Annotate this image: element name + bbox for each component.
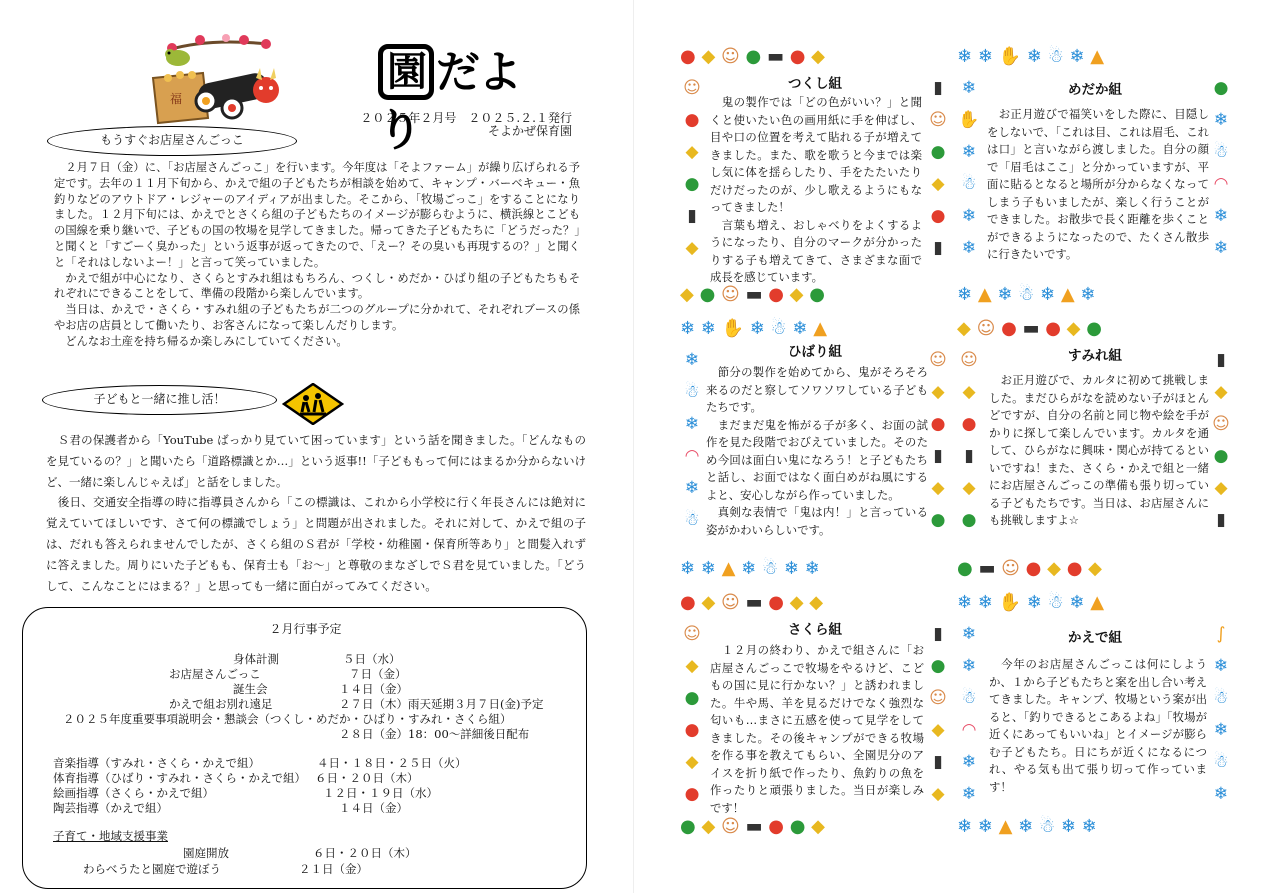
winter-border-left: ❄ ✋ ❄ ☃ ❄ ❄ (958, 78, 980, 258)
winter-border-bottom: ❄ ❄ ▲ ❄ ☃ ❄ ❄ (680, 558, 820, 579)
class-card-hibari (680, 316, 950, 582)
winter-border-bottom: ❄ ▲ ❄ ☃ ❄ ▲ ❄ (957, 284, 1096, 305)
ehomaki-icon: ▬ (761, 46, 784, 67)
section-heading: 子どもと一緒に推し活！ (42, 385, 277, 415)
class-card-medaka (957, 44, 1233, 308)
support-name: わらべうたと園庭で遊ぼう (83, 862, 221, 876)
section-heading: もうすぐお店屋さんごっこ (47, 126, 297, 156)
support-date: ２１日（金） (299, 862, 368, 876)
oni-border-right: ▮ ● ☺ ◆ ▮ ◆ (929, 624, 947, 804)
oni-border-top: ◆ ☺ ● ▬ ● ◆ ● (957, 318, 1102, 339)
oni-border-left: ☺ ◆ ● ● ◆ ● (683, 624, 701, 804)
lesson-name: 体育指導（ひばり・すみれ・さくら・かえで組） (53, 771, 306, 785)
class-report: 鬼の製作では「どの色がいい？」と聞くと使いたい色の画用紙に手を伸ばし、目や口の位置を考えて貼れる子が増えてきました。また、歌を歌うと今までは楽し気に体を揺らしたり、手をたたいたりだけだったのが、少し歌えるようにもなってきました！ 言葉も増え、おしゃべりをよくするようになったり、自分のマークが分かったりする子も増えてきて、さまざまな面で成長を感じています。 (710, 95, 922, 284)
oni-border-bottom: ● ▬ ☺ ● ◆ ● ◆ (957, 558, 1102, 579)
event-name: 身体計測 (233, 652, 279, 666)
bird-icon (165, 49, 190, 66)
class-name: つくし組 (788, 76, 842, 92)
title-kanji: 園 (378, 44, 434, 100)
class-report: １２月の終わり、かえで組さんに「お店屋さんごっこで牧場をやるけど、こどもの国に見に行かない？」と誘われました。牛や馬、羊を見るだけでなく強烈な匂いも…まさに五感を使って見学をしてきました。その後キャンプができる牧場を作る事を教えてもらい、全園児分のアイスを折り紙で作ったり、魚釣りの魚を作ったりと頑張りました。当日が楽しみです！ (710, 643, 924, 815)
event-date: ２７日（木）雨天延期３月７日(金)予定 (339, 697, 544, 711)
meeting-name: ２０２５年度重要事項説明会・懇談会（つくし・めだか・ひばり・すみれ・さくら組） (63, 712, 512, 726)
class-report: お正月遊びで福笑いをした際に、目隠しをしないで、「これは目、これは眉毛、これは口」と言いながら渡しました。自分の顔で「眉毛はここ」と分かっていますが、平面に貼るとなると場所が分からなくなってしまう子もいましたが、楽しく行うことができました。お散歩で長く距離を歩くことができるようになったので、たくさん散歩に行きたいです。 (987, 107, 1209, 261)
lesson-date: ６日・２０日（木） (315, 771, 419, 785)
oni-border-left: ☺ ● ◆ ● ▮ ◆ (683, 78, 701, 258)
class-report: 今年のお店屋さんごっこは何にしようか、１から子どもたちと案を出し合い考えてきました。キャンプ、牧場という案が出ると、「釣りできるとこあるよね」「牧場が近くにあってもいいね」とイメージが膨らむ子どもたち。日にちが近くになるにつれ、やる気も出て張り切って作っています！ (989, 657, 1207, 794)
oni-border-right: ∫ ❄ ☃ ❄ ☃ ❄ (1213, 624, 1229, 804)
winter-border-left: ❄ ❄ ☃ ◠ ❄ ❄ (961, 624, 977, 804)
bean-icon: ◆ (805, 46, 825, 67)
plum-branch-icon (167, 34, 271, 53)
schedule-box (22, 607, 587, 889)
winter-border-top: ❄ ❄ ✋ ❄ ☃ ❄ ▲ (680, 318, 828, 339)
lesson-name: 音楽指導（すみれ・さくら・かえで組） (53, 756, 260, 770)
event-date: ７日（金） (349, 667, 407, 681)
mitten-icon: ✋ (992, 46, 1022, 67)
class-name: ひばり組 (788, 344, 842, 360)
oni-border-top (680, 44, 950, 70)
snowflake-icon: ❄ (957, 46, 973, 67)
oni-mask-icon: ● (783, 46, 806, 67)
setsubun-illustration (148, 28, 288, 128)
child-face-icon: ☺ (715, 46, 740, 67)
event-name: かえで組お別れ遠足 (169, 697, 273, 711)
section-body: Ｓ君の保護者から「YouTube ばっかり見ていて困っています」という話を聞きました。「どんなものを見ているの？」と聞いたら「道路標識とか…」という返事!!「子どももって何にはまるか分からないけど、一緒に楽しんじゃえば」と話をしました。 後日、交通安全指導の時に指導員さんから「この標識は、これから小学校に行く年長さんには絶対に覚えていてほしいです、さて何の標識でしょう」と問題が出されました。それに対して、かえで組の子は、だれも答えられませんでしたが、さくら組のＳ君が「学校・幼稚園・保育所等あり」と間髪入れずに答えました。周りにいた子どもも、保育士も「お～」と尊敬のまなざしでＳ君を見ていました。「どうして、こんなことにはまる？」と思っても一緒に面白がってみてください。 (46, 433, 586, 593)
oni-border-left: ☺ ◆ ● ▮ ◆ ● (960, 350, 978, 530)
lesson-name: 絵画指導（さくら・かえで組） (53, 786, 214, 800)
nursery-name: そよかぜ保育園 (487, 124, 572, 138)
event-name: 誕生会 (233, 682, 268, 696)
oni-mask-icon: ● (680, 46, 696, 67)
support-heading: 子育て・地域支援事業 (53, 829, 168, 843)
class-card-sumire (957, 316, 1233, 582)
class-name: かえで組 (1068, 630, 1122, 646)
snowman-icon: ☃ (1041, 46, 1064, 67)
oni-border-top: ● ◆ ☺ ▬ ● ◆ ◆ (680, 592, 824, 613)
class-card-tsukushi (680, 44, 950, 308)
oni-border-bottom: ● ◆ ☺ ▬ ● ● ◆ (680, 816, 825, 837)
bean-icon: ◆ (695, 46, 716, 67)
oni-mask-icon: ● (739, 46, 762, 67)
oni-border-right: ● ❄ ☃ ◠ ❄ ❄ (1213, 78, 1229, 258)
oni-border-bottom: ◆ ● ☺ ▬ ● ◆ ● (680, 284, 825, 305)
lesson-date: １４日（金） (339, 801, 408, 815)
knit-hat-icon: ▲ (1084, 46, 1105, 67)
class-name: すみれ組 (1068, 348, 1122, 364)
class-report: 節分の製作を始めてから、鬼がそろそろ来るのだと察してソワソワしている子どもたちです。 まだまだ鬼を怖がる子が多く、お面の試作を見た段階でおびえていました。そのため今回は面白い鬼になろう！と子どもたちと話し、お面ではなく面白めがね風にするよと、安心しながら作っていました。 真剣な表情で「鬼は内！」と言っている姿がかわいらしいです。 (706, 365, 928, 537)
section-body: ２月７日（金）に、「お店屋さんごっこ」を行います。今年度は「そよファーム」が繰り広げられる予定です。去年の１１月下旬から、かえで組の子どもたちが相談を始めて、キャンプ・バーベキュー・魚釣りなどのアウトドア・レジャーのアイディアが出ました。そこから、「牧場ごっこ」をすることになりました。１２月下旬には、かえでとさくら組の子どもたちのイメージが膨らむように、横浜線とこどもの国線を乗り継いで、子どもの国の牧場を見学してきました。帰ってきた子どもたちに「どうだった？」と聞くと「すごーく臭かった」という返事が返ってきたので、「えー？その臭いも再現するの？」と聞くと「それはしないよー！」と言って笑っていました。 かえで組が中心になり、さくらとすみれ組はもちろん、つくし・めだか・ひばり組の子どもたちもそれぞれにできることをして、準備の段階から楽しんでいます。 当日は、かえで・さくら・すみれ組の子どもたちが二つのグループに分かれて、それぞれブースの係やお店の店員として働いたり、お客さんになって楽しんだりします。 どんなお土産を持ち帰るか楽しみにしていてください。 (54, 161, 580, 348)
svg-text:福: 福 (170, 92, 183, 106)
class-card-kaede (957, 590, 1233, 840)
event-name: お店屋さんごっこ (169, 667, 261, 681)
issue-info (332, 112, 572, 138)
page-divider (633, 0, 634, 893)
oni-mask-icon (253, 68, 279, 103)
class-report: お正月遊びで、カルタに初めて挑戦しました。まだひらがなを読めない子がほとんどですが、自分の名前と同じ物や絵を手がかりに探して楽しんでいます。カルタを通して、ひらがなに興味・関心が持てるといいですね！また、さくら・かえで組と一緒にお店屋さんごっこの準備も張り切っている子どもたちです。当日は、お店屋さんにも挑戦しますよ☆ (989, 373, 1209, 527)
class-card-sakura (680, 590, 950, 840)
school-crossing-sign-icon (282, 383, 344, 425)
support-name: 園庭開放 (183, 846, 229, 860)
schedule-title: ２月行事予定 (269, 622, 342, 636)
winter-border-bottom: ❄ ❄ ▲ ❄ ☃ ❄ ❄ (957, 816, 1097, 837)
support-date: ６日・２０日（木） (313, 846, 417, 860)
oni-border-right: ☺ ◆ ● ▮ ◆ ● (929, 350, 947, 530)
lesson-date: １２日・１９日（水） (323, 786, 438, 800)
oni-border-right: ▮ ☺ ● ◆ ● ▮ (929, 78, 947, 258)
event-date: ５日（水） (343, 652, 401, 666)
title-rest: だより (378, 47, 520, 156)
meeting-date: ２８日（金）18：00～詳細後日配布 (339, 727, 530, 741)
lesson-name: 陶芸指導（かえで組） (53, 801, 168, 815)
lesson-date: ４日・１８日・２５日（火） (317, 756, 467, 770)
class-name: めだか組 (1068, 82, 1122, 98)
winter-border-top: ❄ ❄ ✋ ❄ ☃ ❄ ▲ (957, 592, 1105, 613)
winter-border-top: ❄ ❄ ✋ ❄ ☃ ❄ ▲ (957, 46, 1105, 67)
issue-line: ２０２５年２月号 ２０２５.２.１発行 (360, 111, 572, 125)
event-date: １４日（金） (339, 682, 408, 696)
winter-border-left: ❄ ☃ ❄ ◠ ❄ ☃ (684, 350, 700, 530)
class-name: さくら組 (788, 622, 842, 638)
oni-border-right: ▮ ◆ ☺ ● ◆ ▮ (1212, 350, 1230, 530)
